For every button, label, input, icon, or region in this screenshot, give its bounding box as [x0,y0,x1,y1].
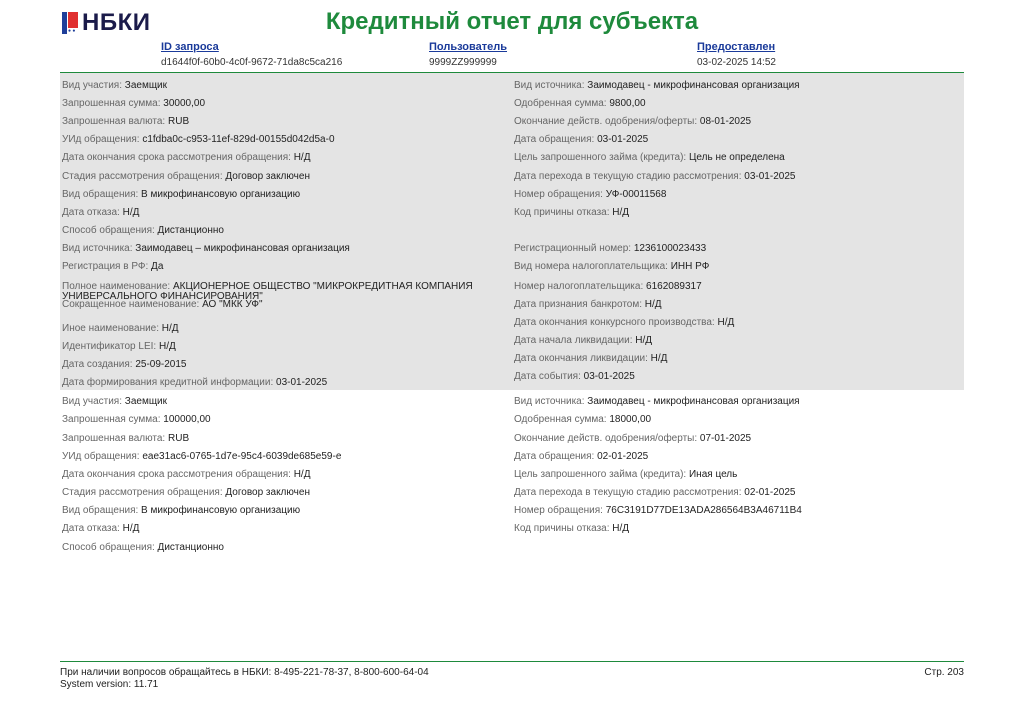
field-value: RUB [165,433,190,444]
field-value: 02-01-2025 [741,487,796,498]
field-row [62,99,502,109]
field-value: Заемщик [122,80,168,91]
field-label: Дата начала ликвидации: [514,335,633,346]
field-value: В микрофинансовую организацию [138,189,301,200]
field-row [514,524,954,534]
field-value: Н/Д [647,353,668,364]
field-row [514,81,954,91]
field-label: Идентификатор LEI: [62,341,157,352]
field-value: АО "МКК УФ" [199,299,263,310]
field-row [514,300,954,310]
field-value: 18000,00 [606,414,652,425]
field-label: Запрошенная валюта: [62,433,166,444]
field-label: Дата перехода в текущую стадию рассмотрения: [514,171,742,182]
field-label: Дата отказа: [62,523,120,534]
field-value: УФ-00011568 [602,189,667,200]
field-row [514,452,954,462]
field-label: Номер обращения: [514,505,603,516]
field-row [514,372,954,382]
field-value: Н/Д [156,341,176,352]
field-row [514,190,954,200]
field-row [62,452,502,462]
field-label: Дата формирования кредитной информации: [62,377,274,388]
field-value: eae31ac6-0765-1d7e-95c4-6039de685e59-e [139,451,342,462]
field-row [514,488,954,498]
nbki-logo-icon: ● ● [62,12,78,34]
record-block [60,73,964,390]
field-label: Одобренная сумма: [514,414,607,425]
field-label: Способ обращения: [62,542,155,553]
field-value: RUB [165,116,190,127]
field-row [62,190,502,200]
field-row [62,300,502,310]
field-label: Окончание действ. одобрения/оферты: [514,116,698,127]
field-label: Дата окончания ликвидации: [514,353,648,364]
field-label: Дата окончания срока рассмотрения обращения: [62,469,291,480]
field-row [514,354,954,364]
footer-divider [60,661,964,662]
field-value: c1fdba0c-c953-11ef-829d-00155d042d5a-0 [139,134,335,145]
field-value: Н/Д [290,152,311,163]
field-label: Иное наименование: [62,323,160,334]
field-value: 30000,00 [160,98,206,109]
field-value: 03-01-2025 [594,134,649,145]
field-label: Вид обращения: [62,505,139,516]
field-label: Вид источника: [514,80,585,91]
field-value: Н/Д [119,523,140,534]
field-value: 07-01-2025 [697,433,752,444]
field-value: Цель не определена [686,152,785,163]
field-value: 03-01-2025 [741,171,796,182]
field-label: Дата обращения: [514,134,595,145]
field-value: ИНН РФ [667,261,710,272]
field-label: Вид участия: [62,80,122,91]
field-label: Дата окончания срока рассмотрения обращения: [62,152,291,163]
field-row [514,282,954,292]
field-value: Дистанционно [154,542,224,553]
field-label: Дата признания банкротом: [514,299,642,310]
field-label: Код причины отказа: [514,523,610,534]
field-row [62,262,502,272]
field-value: 02-01-2025 [594,451,649,462]
field-row [62,208,502,218]
field-value: Договор заключен [222,171,310,182]
field-row [514,172,954,182]
footer-contact: При наличии вопросов обращайтесь в НБКИ: 8-495-221-78-37, 8-800-600-64-04 [60,667,429,678]
field-value: 1236100023433 [631,243,707,254]
request-id-label: ID запроса [161,41,219,53]
field-value: В микрофинансовую организацию [138,505,301,516]
field-label: Запрошенная валюта: [62,116,166,127]
provided-field [697,40,776,70]
field-value: Н/Д [290,469,311,480]
field-label: Полное наименование: [62,281,171,292]
field-label: Вид участия: [62,396,122,407]
field-row [62,117,502,127]
field-value: 9800,00 [606,98,646,109]
field-value: Заемщик [122,396,168,407]
record-block [60,391,964,561]
field-label: Запрошенная сумма: [62,98,161,109]
field-row [62,378,502,388]
field-label: Дата создания: [62,359,133,370]
field-value: 25-09-2015 [132,359,187,370]
field-label: Одобренная сумма: [514,98,607,109]
field-label: УИд обращения: [62,451,140,462]
field-value: Дистанционно [154,225,224,236]
field-label: Номер налогоплательщика: [514,281,644,292]
page-number: Стр. 203 [924,667,964,678]
field-row [514,506,954,516]
field-value: Н/Д [159,323,179,334]
field-value: Иная цель [686,469,738,480]
field-label: Регистрация в РФ: [62,261,149,272]
field-value: Н/Д [609,523,630,534]
user-field [429,40,507,70]
field-row [62,397,502,407]
field-label: Способ обращения: [62,225,155,236]
field-row [62,81,502,91]
field-value: 100000,00 [160,414,211,425]
field-row [62,226,502,236]
provided-value: 03-02-2025 14:52 [697,57,776,68]
field-row [62,324,502,334]
field-row [62,342,502,352]
field-label: Сокращенное наименование: [62,299,200,310]
field-row [62,172,502,182]
field-value: 03-01-2025 [580,371,635,382]
field-row [514,99,954,109]
footer-version: System version: 11.71 [60,679,159,690]
request-id-field [161,40,342,70]
field-value: 6162089317 [643,281,702,292]
field-label: Вид источника: [62,243,133,254]
field-row [514,262,954,272]
field-row [514,117,954,127]
field-label: Цель запрошенного займа (кредита): [514,469,687,480]
field-row [62,360,502,370]
field-label: Дата события: [514,371,581,382]
field-value: Договор заключен [222,487,310,498]
request-id-value: d1644f0f-60b0-4c0f-9672-71da8c5ca216 [161,57,343,68]
field-value: Н/Д [632,335,653,346]
provided-label: Предоставлен [697,41,776,53]
field-label: Окончание действ. одобрения/оферты: [514,433,698,444]
field-row [514,415,954,425]
field-value: АКЦИОНЕРНОЕ ОБЩЕСТВО "МИКРОКРЕДИТНАЯ КОМПАНИЯ УНИВЕРСАЛЬНОГО ФИНАНСИРОВАНИЯ" [62,281,473,302]
field-row [62,488,502,498]
field-label: Дата перехода в текущую стадию рассмотрения: [514,487,742,498]
user-label: Пользователь [429,41,508,53]
field-label: УИд обращения: [62,134,140,145]
field-value: Заимодавец - микрофинансовая организация [584,80,800,91]
field-row [514,208,954,218]
user-value: 9999ZZ999999 [429,57,497,68]
field-label: Дата отказа: [62,207,120,218]
brand-name: НБКИ [82,9,151,36]
field-label: Цель запрошенного займа (кредита): [514,152,687,163]
field-row [514,318,954,328]
field-label: Стадия рассмотрения обращения: [62,171,223,182]
field-row [514,153,954,163]
field-row [514,336,954,346]
field-label: Номер обращения: [514,189,603,200]
field-row [514,135,954,145]
field-row [62,524,502,534]
field-label: Регистрационный номер: [514,243,632,254]
footer [60,667,429,691]
field-value: Н/Д [642,299,662,310]
field-label: Вид обращения: [62,189,139,200]
field-value: Н/Д [609,207,630,218]
field-label: Вид источника: [514,396,585,407]
field-value: Н/Д [714,317,735,328]
field-row [514,470,954,480]
field-row [514,244,954,254]
field-value: Н/Д [119,207,140,218]
field-value: Заимодавец - микрофинансовая организация [584,396,800,407]
field-label: Стадия рассмотрения обращения: [62,487,223,498]
field-value: Заимодавец – микрофинансовая организация [132,243,350,254]
field-value: 03-01-2025 [273,377,328,388]
field-row [62,153,502,163]
field-value: 76C3191D77DE13ADA286564B3A46711B4 [602,505,802,516]
field-row [62,470,502,480]
field-value: 08-01-2025 [697,116,752,127]
field-label: Запрошенная сумма: [62,414,161,425]
field-row [62,415,502,425]
field-label: Вид номера налогоплательщика: [514,261,668,272]
field-row [62,506,502,516]
field-label: Дата окончания конкурсного производства: [514,317,715,328]
field-row [514,397,954,407]
field-row [514,434,954,444]
field-row [62,543,502,553]
report-title: Кредитный отчет для субъекта [325,8,699,35]
field-row [62,135,502,145]
field-value: Да [148,261,164,272]
field-row [62,434,502,444]
field-label: Код причины отказа: [514,207,610,218]
field-row [62,244,502,254]
field-label: Дата обращения: [514,451,595,462]
